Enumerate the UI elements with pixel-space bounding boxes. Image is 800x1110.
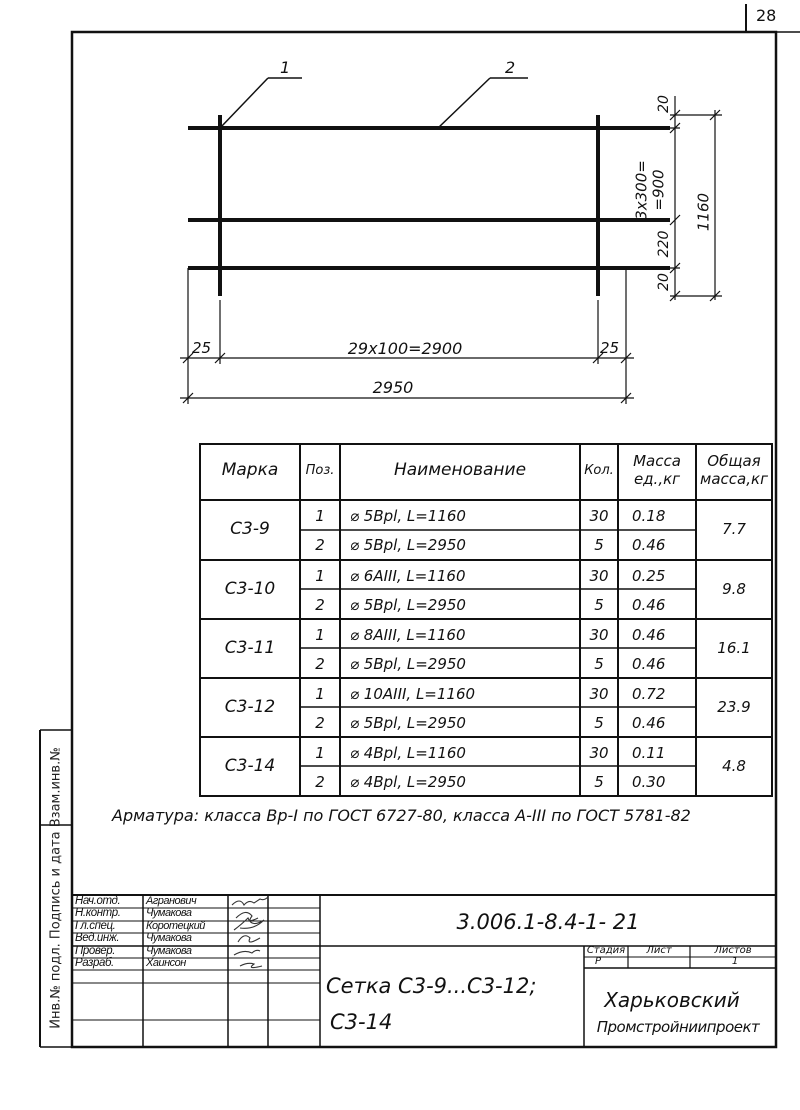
- role-cell: Вед.инж.: [75, 932, 120, 944]
- person-name-cell: Агранович: [146, 895, 197, 907]
- unit-mass-cell: 0.72: [632, 685, 666, 703]
- unit-mass-cell: 0.18: [632, 507, 666, 525]
- mark-cell: С3-9: [230, 518, 270, 539]
- title-line-2: С3-14: [330, 1010, 393, 1034]
- quantity-cell: 30: [589, 626, 609, 644]
- unit-mass-cell: 0.11: [632, 744, 666, 762]
- item-name-cell: ⌀ 10AIII, L=1160: [350, 685, 476, 703]
- unit-mass-cell: 0.46: [632, 626, 666, 644]
- stage-value: Р: [594, 956, 602, 967]
- position-cell: 1: [315, 507, 325, 525]
- document-code: 3.006.1-8.4-1- 21: [456, 910, 640, 934]
- unit-mass-cell: 0.46: [632, 596, 666, 614]
- position-label-1: 1: [280, 58, 291, 77]
- item-name-cell: ⌀ 5Bpl, L=2950: [350, 536, 466, 554]
- total-mass-cell: 4.8: [722, 756, 746, 775]
- item-name-cell: ⌀ 8AIII, L=1160: [350, 626, 466, 644]
- role-cell: Провер.: [75, 945, 116, 957]
- header-mass-unit: Масса ед.,кг: [633, 452, 681, 488]
- dim-right-bottom: 20: [656, 273, 672, 291]
- spec-table-grid: [200, 444, 772, 796]
- sheets-value: 1: [731, 956, 739, 967]
- dim-bottom-middle: 29x100=2900: [347, 339, 463, 358]
- sheet-label: Лист: [646, 945, 672, 956]
- mark-cell: С3-11: [224, 637, 276, 658]
- total-mass-cell: 23.9: [717, 697, 751, 716]
- item-name-cell: ⌀ 4Bpl, L=1160: [350, 744, 466, 762]
- unit-mass-cell: 0.30: [632, 773, 666, 791]
- unit-mass-cell: 0.25: [632, 567, 666, 585]
- quantity-cell: 5: [594, 655, 604, 673]
- organization-line-1: Харьковский: [604, 988, 740, 1012]
- position-cell: 1: [315, 744, 325, 762]
- unit-mass-cell: 0.46: [632, 536, 666, 554]
- header-qty: Кол.: [584, 463, 614, 478]
- title-line-1: Сетка С3-9...С3-12;: [326, 974, 537, 998]
- total-mass-cell: 9.8: [722, 579, 746, 598]
- mark-cell: С3-12: [224, 696, 276, 717]
- side-stamp: Инв.№ подл. Подпись и дата Взам.инв.№: [48, 747, 64, 1029]
- item-name-cell: ⌀ 4Bpl, L=2950: [350, 773, 466, 791]
- position-label-2: 2: [505, 58, 516, 77]
- person-name-cell: Коротецкий: [146, 920, 205, 932]
- header-name: Наименование: [393, 460, 527, 480]
- quantity-cell: 5: [594, 596, 604, 614]
- header-pos: Поз.: [305, 463, 335, 478]
- dim-total-height: 1160: [694, 192, 713, 232]
- dim-right-top: 20: [656, 95, 672, 113]
- item-name-cell: ⌀ 5Bpl, L=2950: [350, 655, 466, 673]
- item-name-cell: ⌀ 5Bpl, L=2950: [350, 596, 466, 614]
- quantity-cell: 30: [589, 744, 609, 762]
- person-name-cell: Чумакова: [146, 932, 192, 944]
- dim-total-length: 2950: [372, 378, 414, 397]
- unit-mass-cell: 0.46: [632, 714, 666, 732]
- mark-cell: С3-10: [224, 578, 276, 599]
- role-cell: Нач.отд.: [75, 895, 121, 907]
- mark-cell: С3-14: [224, 755, 276, 776]
- position-cell: 1: [315, 567, 325, 585]
- position-cell: 2: [315, 714, 325, 732]
- role-cell: Разраб.: [75, 957, 114, 969]
- position-cell: 2: [315, 655, 325, 673]
- item-name-cell: ⌀ 5Bpl, L=2950: [350, 714, 466, 732]
- reinforcement-note: Арматура: класса Вр-I по ГОСТ 6727-80, класса А-III по ГОСТ 5781-82: [112, 806, 691, 825]
- total-mass-cell: 7.7: [722, 519, 746, 538]
- position-cell: 1: [315, 626, 325, 644]
- position-cell: 2: [315, 596, 325, 614]
- person-name-cell: Чумакова: [146, 945, 192, 957]
- position-cell: 2: [315, 773, 325, 791]
- quantity-cell: 5: [594, 773, 604, 791]
- quantity-cell: 30: [589, 507, 609, 525]
- quantity-cell: 30: [589, 685, 609, 703]
- quantity-cell: 30: [589, 567, 609, 585]
- stage-label: Стадия: [586, 945, 626, 956]
- organization-line-2: Промстройниипроект: [596, 1018, 760, 1036]
- total-mass-cell: 16.1: [717, 638, 751, 657]
- item-name-cell: ⌀ 6AIII, L=1160: [350, 567, 466, 585]
- person-name-cell: Чумакова: [146, 907, 192, 919]
- sheets-label: Листов: [714, 945, 752, 956]
- quantity-cell: 5: [594, 714, 604, 732]
- position-cell: 2: [315, 536, 325, 554]
- dim-right-220: 220: [656, 230, 672, 258]
- quantity-cell: 5: [594, 536, 604, 554]
- person-name-cell: Хаинсон: [146, 957, 186, 969]
- dim-right-spacing: 3x300= =900: [632, 160, 667, 220]
- header-mark: Марка: [221, 460, 279, 480]
- dim-bottom-left: 25: [192, 339, 212, 357]
- item-name-cell: ⌀ 5Bpl, L=1160: [350, 507, 466, 525]
- position-cell: 1: [315, 685, 325, 703]
- unit-mass-cell: 0.46: [632, 655, 666, 673]
- dim-bottom-right: 25: [600, 339, 620, 357]
- role-cell: Н.контр.: [75, 907, 121, 919]
- role-cell: Гл.спец.: [75, 920, 116, 932]
- header-mass-total: Общая масса,кг: [700, 452, 768, 488]
- sheet-number: 28: [756, 6, 777, 25]
